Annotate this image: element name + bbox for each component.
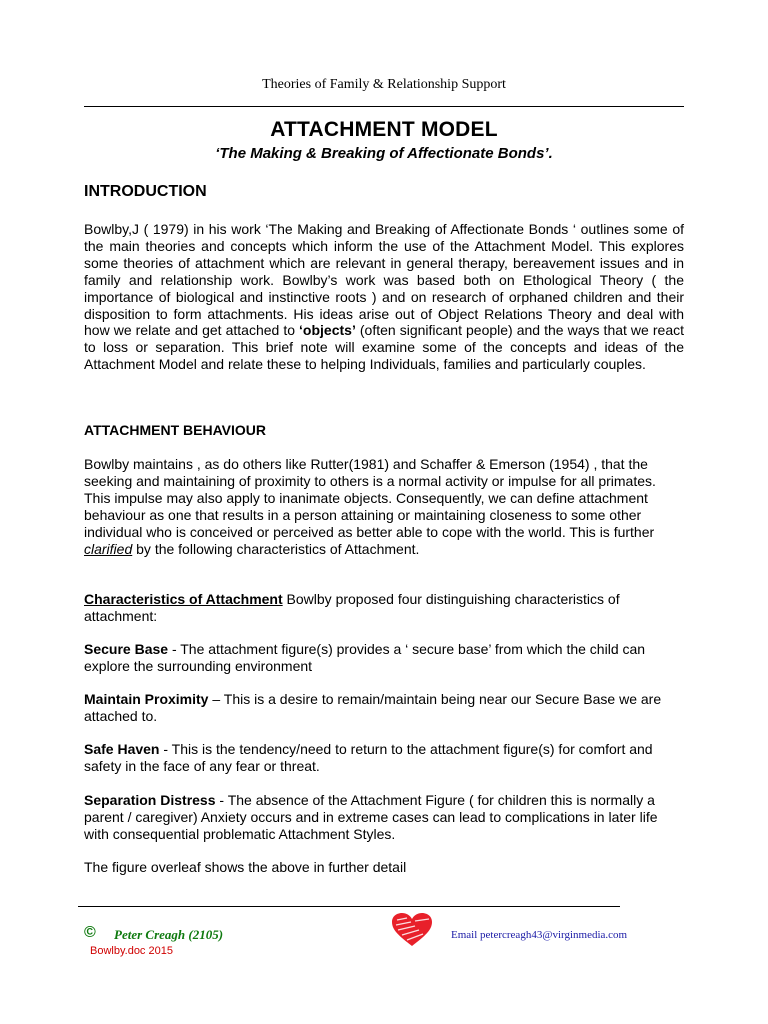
attachment-behaviour-text-2: by the following characteristics of Attachment. (132, 540, 420, 557)
introduction-text-1: Bowlby,J ( 1979) in his work ‘The Making and Breaking of Affectionate Bonds ‘ outlines some of the main theories and concepts which inform the use of the Attachment Model. This explores some theories of attachment which are relevant in general therapy, bereavement issues and in family and relationship work. Bowlby’s work was based both on Ethological Theory ( the importance of biological and instinctive roots ) and on research of orphaned children and their disposition to form attachments. His ideas arise out of Object Relations Theory and deal with how we relate and get attached to (84, 221, 684, 339)
footer-author: Peter Creagh (2105) (114, 927, 224, 942)
characteristics-paragraph (84, 591, 684, 625)
clarified-word: clarified (84, 540, 133, 557)
objects-term: ‘objects’ (299, 322, 356, 339)
characteristic-term: Secure Base (84, 641, 169, 657)
footer-divider (78, 906, 620, 907)
footer-docname: Bowlby.doc 2015 (90, 945, 173, 957)
characteristic-separation-distress (84, 792, 684, 843)
characteristic-term: Safe Haven (84, 741, 160, 757)
running-header: Theories of Family & Relationship Support (262, 77, 506, 92)
characteristic-text: - The attachment figure(s) provides a ‘ secure base’ from which the child can explore the surrounding environment (84, 641, 646, 674)
attachment-behaviour-paragraph (84, 456, 684, 557)
introduction-paragraph (84, 221, 684, 373)
page-subtitle: ‘The Making & Breaking of Affectionate Bonds’. (215, 145, 553, 162)
attachment-behaviour-text-1: Bowlby maintains , as do others like Rutter(1981) and Schaffer & Emerson (1954) , that the seeking and maintaining of proximity to others is a normal activity or impulse for all primates. This impulse may also apply to inanimate objects. Consequently, we can define attachment behaviour as one that results in a person attaining or maintaining closeness to some other individual who is conceived or perceived as better able to cope with the world. This is further (84, 456, 656, 540)
characteristic-term: Separation Distress (84, 792, 216, 808)
characteristic-safe-haven (84, 741, 684, 775)
characteristic-text: - The absence of the Attachment Figure ( for children this is normally a parent / caregiver) Anxiety occurs and in extreme cases can lead to complications in later life with consequential problematic Attachment Styles. (84, 792, 658, 842)
attachment-behaviour-heading: ATTACHMENT BEHAVIOUR (84, 422, 266, 438)
copyright-icon: © (84, 924, 96, 941)
characteristic-maintain-proximity (84, 691, 684, 725)
figure-note: The figure overleaf shows the above in further detail (84, 859, 407, 875)
header-divider (84, 106, 684, 107)
characteristic-text: - This is the tendency/need to return to the attachment figure(s) for comfort and safety in the face of any fear or threat. (84, 741, 653, 774)
characteristic-term: Maintain Proximity (84, 691, 209, 707)
characteristic-text: – This is a desire to remain/maintain being near our Secure Base we are attached to. (84, 691, 662, 724)
characteristics-label: Characteristics of Attachment (84, 591, 283, 607)
page-title: ATTACHMENT MODEL (270, 118, 498, 141)
introduction-text-2: (often significant people) and the ways that we react to loss or separation. This brief note will examine some of the concepts and ideas of the Attachment Model and relate these to helping Individuals, families and particularly couples. (84, 322, 684, 373)
heart-icon (391, 912, 433, 948)
characteristic-secure-base (84, 641, 684, 675)
characteristics-text: Bowlby proposed four distinguishing characteristics of attachment: (84, 591, 620, 624)
footer-email: Email petercreagh43@virginmedia.com (451, 929, 628, 941)
introduction-heading: INTRODUCTION (84, 183, 207, 200)
